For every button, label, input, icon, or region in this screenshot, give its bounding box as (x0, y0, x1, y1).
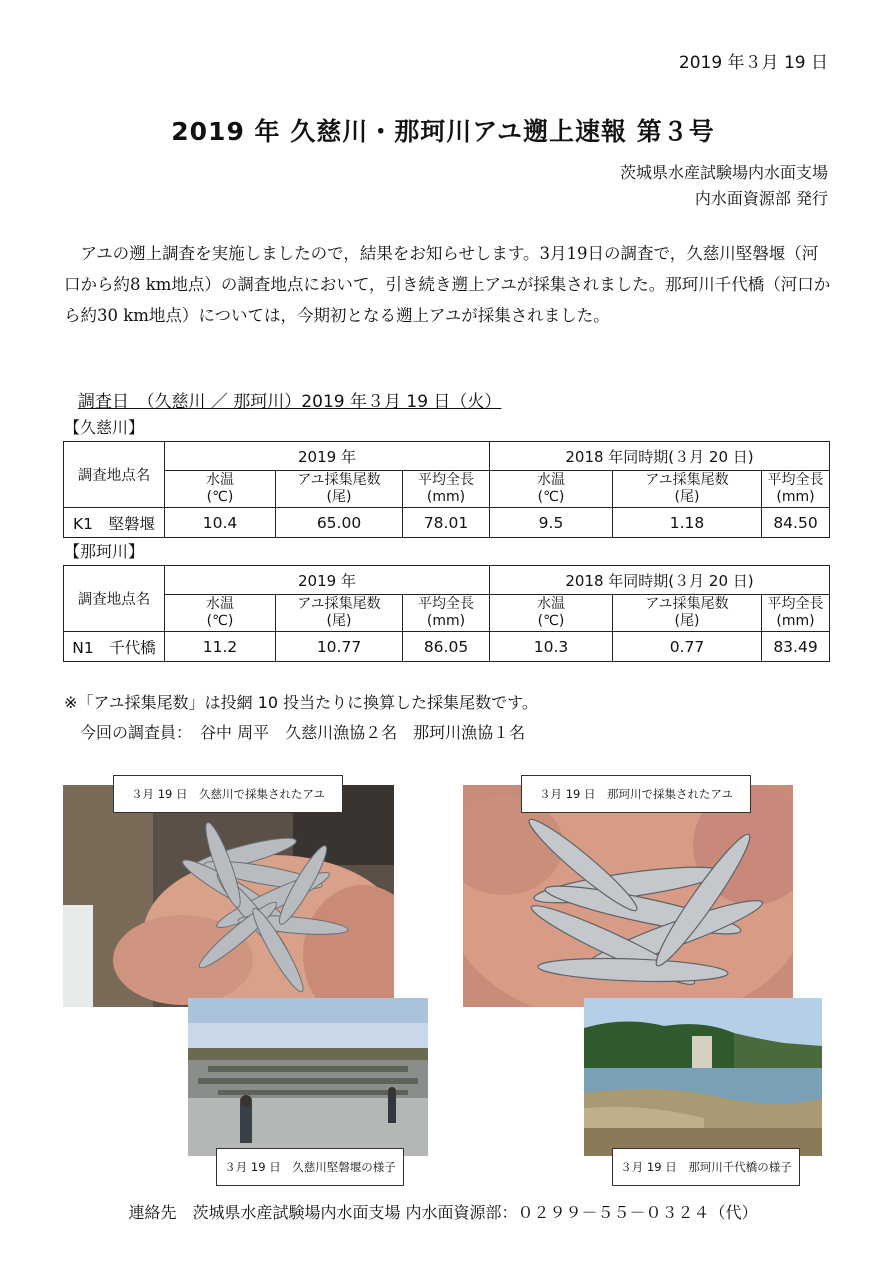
kuji-river-label: 【久慈川】 (64, 418, 145, 437)
count-header: アユ採集尾数 (尾) (276, 595, 403, 632)
length-header: 平均全長 (mm) (762, 595, 830, 632)
temp-header: 水温 (℃) (165, 471, 276, 508)
temp-header: 水温 (℃) (490, 471, 613, 508)
length-header: 平均全長 (mm) (403, 471, 490, 508)
kuji-fish-caption: ３月 19 日 久慈川で採集されたアユ (113, 775, 343, 813)
table-row (64, 508, 830, 538)
year-2018-header: 2018 年同時期(３月 20 日) (490, 566, 830, 595)
naka-table (63, 565, 830, 662)
count-2019: 65.00 (276, 508, 403, 538)
count-header: アユ採集尾数 (尾) (613, 471, 762, 508)
table-row (64, 632, 830, 662)
length-2018: 83.49 (762, 632, 830, 662)
site-name: K1 堅磐堰 (64, 508, 165, 538)
year-2019-header: 2019 年 (165, 566, 490, 595)
naka-fish-caption: ３月 19 日 那珂川で採集されたアユ (521, 775, 751, 813)
kuji-fish-photo (63, 785, 394, 1007)
temp-header: 水温 (℃) (490, 595, 613, 632)
kuji-river-photo (188, 998, 428, 1156)
contact-info: 連絡先 茨城県水産試験場内水面支場 内水面資源部：０２９９－５５－０３２４（代） (128, 1203, 758, 1222)
count-header: アユ採集尾数 (尾) (276, 471, 403, 508)
footnote: ※「アユ採集尾数」は投網 10 投当たりに換算した採集尾数です。 (64, 693, 538, 712)
count-2018: 0.77 (613, 632, 762, 662)
kuji-table (63, 441, 830, 538)
site-name: N1 千代橋 (64, 632, 165, 662)
temp-header: 水温 (℃) (165, 595, 276, 632)
naka-river-photo (584, 998, 822, 1156)
length-header: 平均全長 (mm) (403, 595, 490, 632)
issuer-department: 内水面資源部 発行 (694, 189, 828, 208)
year-2019-header: 2019 年 (165, 442, 490, 471)
year-2018-header: 2018 年同時期(３月 20 日) (490, 442, 830, 471)
temp-2018: 10.3 (490, 632, 613, 662)
temp-2018: 9.5 (490, 508, 613, 538)
naka-fish-photo (463, 785, 793, 1007)
naka-river-label: 【那珂川】 (64, 542, 145, 561)
survey-date: 調査日 （久慈川 ／ 那珂川）2019 年３月 19 日（火） (78, 392, 502, 412)
temp-2019: 11.2 (165, 632, 276, 662)
count-header: アユ採集尾数 (尾) (613, 595, 762, 632)
site-header: 調査地点名 (64, 442, 165, 508)
count-2019: 10.77 (276, 632, 403, 662)
naka-river-caption: ３月 19 日 那珂川千代橋の様子 (612, 1148, 800, 1186)
length-2019: 78.01 (403, 508, 490, 538)
kuji-river-caption: ３月 19 日 久慈川堅磐堰の様子 (216, 1148, 404, 1186)
length-header: 平均全長 (mm) (762, 471, 830, 508)
length-2019: 86.05 (403, 632, 490, 662)
issuer-organization: 茨城県水産試験場内水面支場 (619, 163, 828, 182)
temp-2019: 10.4 (165, 508, 276, 538)
issue-date: 2019 年３月 19 日 (678, 53, 828, 73)
site-header: 調査地点名 (64, 566, 165, 632)
length-2018: 84.50 (762, 508, 830, 538)
intro-paragraph: アユの遡上調査を実施しましたので，結果をお知らせします。3月19日の調査で，久慈川堅磐堰（河口から約8 km地点）の調査地点において，引き続き遡上アユが採集されました。那珂川千代橋（河口から約30 km地点）については，今期初となる遡上アユが採集されました。 (64, 244, 831, 325)
survey-members: 今回の調査員： 谷中 周平 久慈川漁協２名 那珂川漁協１名 (80, 723, 526, 742)
issuer (620, 160, 828, 212)
page-title: 2019 年 久慈川・那珂川アユ遡上速報 第３号 (171, 117, 715, 146)
count-2018: 1.18 (613, 508, 762, 538)
